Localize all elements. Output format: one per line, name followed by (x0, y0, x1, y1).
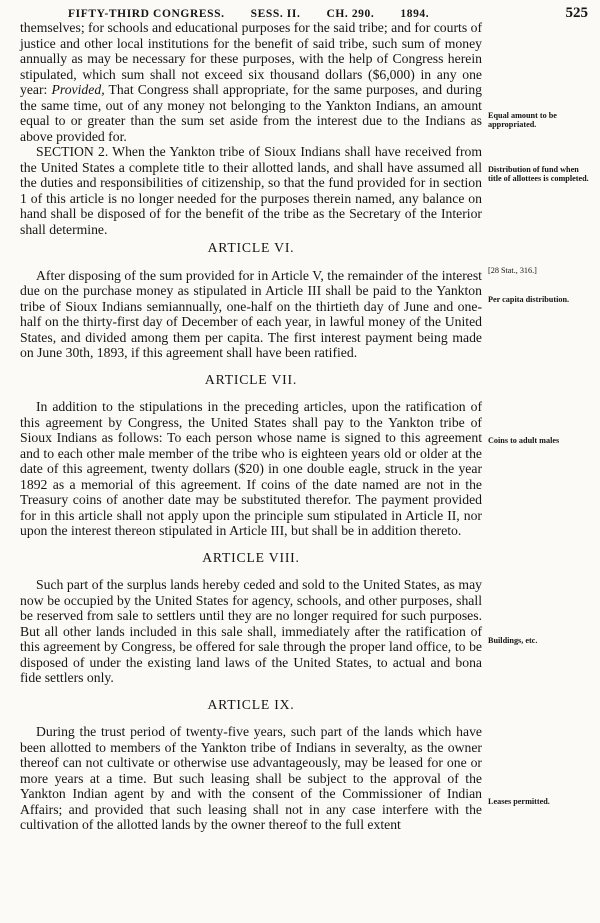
article-heading: ARTICLE VII. (204, 371, 298, 387)
margin-note-distribution: Distribution of fund when title of allottees is completed. (488, 165, 589, 183)
article-heading: ARTICLE VI. (207, 240, 295, 255)
margin-note-coins: Coins to adult males (488, 436, 560, 445)
header-congress: FIFTY-THIRD CONGRESS. (68, 8, 225, 20)
article-9-paragraph: During the trust period of twenty-five years, such part of the lands which have been allotted to members of the Yankton tribe of Indians in severalty, as the owner thereof can not cultivate or otherwise use advantageously, may be leased for one or more years at a time. But such leasing shall be subject to the approval of the Yankton Indian agent by and with the consent of the Commissioner of Indian Affairs; and provided that such leasing shall not in any case interfere with the cultivation of the allotted lands by the owner thereof to the full extent (20, 724, 482, 832)
running-title (68, 8, 429, 20)
article-8-paragraph: Such part of the surplus lands hereby ceded and sold to the United States, as may now be occupied by the United States for agency, schools, and other purposes, shall be reserved from sale to settlers until they are no longer required for such purposes. But all other lands included in this sale shall, immediately after the ratification of this agreement by Congress, be offered for sale through the proper land office, to be disposed of under the existing land laws of the United States, to actual and bona fide settlers only. (20, 577, 482, 685)
header-chapter: CH. 290. (326, 8, 375, 20)
paragraph-continuation (20, 20, 482, 144)
provided-keyword: Provided, (51, 82, 105, 97)
section-2-paragraph: SECTION 2. When the Yankton tribe of Sioux Indians shall have received from the United States a complete title to their allotted lands, and shall have assumed all the duties and responsibilities of citizenship, so that the fund provided for in section 1 of this article is no longer needed for the purposes therein named, any balance on hand shall be disposed of for the benefit of the tribe as the Secretary of the Interior shall determine. (20, 144, 482, 237)
header-session: SESS. II. (250, 8, 301, 20)
article-7-paragraph: In addition to the stipulations in the preceding articles, upon the ratification of this agreement by Congress, the United States shall pay to the Yankton tribe of Sioux Indians as follows: To each person whose name is signed to this agreement and to each other male member of the tribe who is eighteen years old or older at the date of this agreement, twenty dollars ($20) in one double eagle, struck in the year 1892 as a memorial of this agreement. If coins of the date named are not in the Treasury coins of another date may be substituted therefor. The payment provided for in this article shall not apply upon the principle sum stipulated in Article II, nor upon the interest thereon stipulated in Article III, but shall be in addition thereto. (20, 399, 482, 538)
article-heading: ARTICLE IX. (207, 696, 295, 712)
paragraph-text: That Congress shall appropriate, for the same purposes, and during the same time, out of any money not belonging to the Yankton Indians, an amount equal to or greater than the sum set aside from the interest due to the Indians as above provided for. (20, 82, 483, 144)
article-heading: ARTICLE VIII. (202, 549, 300, 565)
page-number: 525 (565, 5, 588, 21)
margin-note-leases: Leases permitted. (488, 797, 550, 806)
margin-note-equal-amount: Equal amount to be appropriated. (488, 111, 557, 129)
header-year: 1894. (400, 8, 430, 20)
paragraph-text: themselves; for schools and educational purposes for the said tribe; and for courts of justice and other local institutions for the benefit of said tribe, such sum of money annually as may be necessary for these purposes, with the help of Congress herein stipulated, which sum shall not exceed six thousand dollars ($6,000) in any one year: (20, 20, 482, 97)
margin-note-per-capita: Per capita distribution. (488, 295, 570, 304)
article-6-paragraph: After disposing of the sum provided for in Article V, the remainder of the interest due on the purchase money as stipulated in Article III shall be paid to the Yankton tribe of Sioux Indians semiannually, one-half on the thirtieth day of June and one-half on the thirty-first day of December of each year, in lawful money of the United States, and divided among them per capita. The first interest payment being made on June 30th, 1893, if this agreement shall have been ratified. (20, 267, 482, 360)
body-text (20, 20, 482, 833)
margin-note-stat-ref: [28 Stat., 316.] (488, 266, 537, 275)
margin-note-buildings: Buildings, etc. (488, 636, 538, 645)
